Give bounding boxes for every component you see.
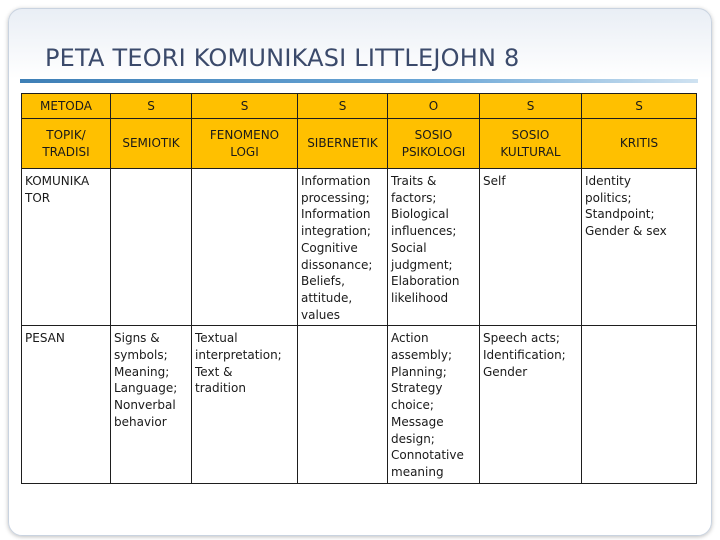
tradisi-line: SOSIO <box>414 127 453 142</box>
cell-line: Gender & sex <box>585 224 667 239</box>
pesan-cell <box>480 326 582 483</box>
tradisi-line: SEMIOTIK <box>122 136 180 151</box>
cell-line: Identification; <box>483 348 566 363</box>
komunikator-label-line: KOMUNIKA <box>25 174 90 188</box>
pesan-cell <box>298 326 388 483</box>
pesan-row <box>22 326 697 483</box>
tradisi-line: LOGI <box>230 144 259 159</box>
metode-value: S <box>298 94 388 119</box>
tradisi-line: FENOMENO <box>209 127 280 142</box>
cell-line: Information <box>301 174 371 188</box>
title-underline <box>20 79 698 83</box>
metode-label: METODA <box>22 94 111 119</box>
cell-line: Language; <box>114 381 178 396</box>
cell-line: Self <box>483 174 506 188</box>
topik-label <box>22 119 111 169</box>
cell-line: Strategy <box>391 381 443 396</box>
cell-line: Gender <box>483 364 528 379</box>
cell-line: symbols; <box>114 348 168 363</box>
tradisi-cell <box>192 119 298 169</box>
cell-line: Identity <box>585 174 631 188</box>
cell-line: assembly; <box>391 348 453 363</box>
cell-line: Social <box>391 240 427 255</box>
cell-line: processing; <box>301 190 370 205</box>
topik-label-line: TRADISI <box>42 144 90 159</box>
metode-value: S <box>480 94 582 119</box>
tradisi-line: SIBERNETIK <box>307 136 378 151</box>
metode-row <box>22 94 697 119</box>
tradisi-line: KULTURAL <box>500 144 561 159</box>
tradisi-cell <box>582 119 697 169</box>
cell-line: Message <box>391 414 444 429</box>
pesan-cell <box>111 326 192 483</box>
cell-line: integration; <box>301 224 371 239</box>
cell-line: factors; <box>391 190 437 205</box>
cell-line: values <box>301 307 341 322</box>
cell-line: dissonance; <box>301 257 373 272</box>
komunikator-row <box>22 169 697 326</box>
cell-line: Information <box>301 207 371 222</box>
tradisi-line: SOSIO <box>511 127 550 142</box>
pesan-cell <box>388 326 480 483</box>
theory-map-table <box>21 93 697 484</box>
metode-value: O <box>388 94 480 119</box>
metode-value: S <box>192 94 298 119</box>
tradisi-line: PSIKOLOGI <box>401 144 466 159</box>
cell-line: Connotative <box>391 448 464 463</box>
cell-line: Signs & <box>114 331 160 346</box>
cell-line: Elaboration <box>391 274 460 289</box>
tradisi-cell <box>298 119 388 169</box>
cell-line: Nonverbal <box>114 398 176 413</box>
cell-line: tradition <box>195 381 246 396</box>
cell-line: Speech acts; <box>483 331 560 346</box>
komunikator-cell <box>298 169 388 326</box>
cell-line: attitude, <box>301 290 353 305</box>
cell-line: meaning <box>391 464 444 479</box>
cell-line: Textual <box>195 331 238 346</box>
metode-value: S <box>582 94 697 119</box>
cell-line: Cognitive <box>301 240 358 255</box>
pesan-cell <box>192 326 298 483</box>
cell-line: Biological <box>391 207 449 222</box>
tradisi-cell <box>388 119 480 169</box>
slide-title: PETA TEORI KOMUNIKASI LITTLEJOHN 8 <box>45 44 520 72</box>
cell-line: choice; <box>391 398 434 413</box>
komunikator-cell <box>388 169 480 326</box>
komunikator-cell <box>192 169 298 326</box>
komunikator-label <box>22 169 111 326</box>
cell-line: Beliefs, <box>301 274 345 289</box>
cell-line: interpretation; <box>195 348 282 363</box>
tradisi-cell <box>480 119 582 169</box>
cell-line: Action <box>391 331 429 346</box>
cell-line: Traits & <box>391 174 437 188</box>
komunikator-cell <box>480 169 582 326</box>
cell-line: politics; <box>585 190 632 205</box>
cell-line: influences; <box>391 224 457 239</box>
tradisi-cell <box>111 119 192 169</box>
cell-line: Meaning; <box>114 364 170 379</box>
cell-line: design; <box>391 431 435 446</box>
komunikator-cell <box>111 169 192 326</box>
cell-line: judgment; <box>391 257 453 272</box>
topik-row <box>22 119 697 169</box>
komunikator-cell <box>582 169 697 326</box>
cell-line: Standpoint; <box>585 207 655 222</box>
topik-label-line: TOPIK/ <box>46 127 86 142</box>
cell-line: likelihood <box>391 290 449 305</box>
komunikator-label-line: TOR <box>25 190 51 205</box>
metode-value: S <box>111 94 192 119</box>
pesan-label: PESAN <box>22 326 111 483</box>
cell-line: behavior <box>114 414 167 429</box>
cell-line: Text & <box>195 364 233 379</box>
tradisi-line: KRITIS <box>619 136 659 151</box>
cell-line: Planning; <box>391 364 447 379</box>
pesan-cell <box>582 326 697 483</box>
